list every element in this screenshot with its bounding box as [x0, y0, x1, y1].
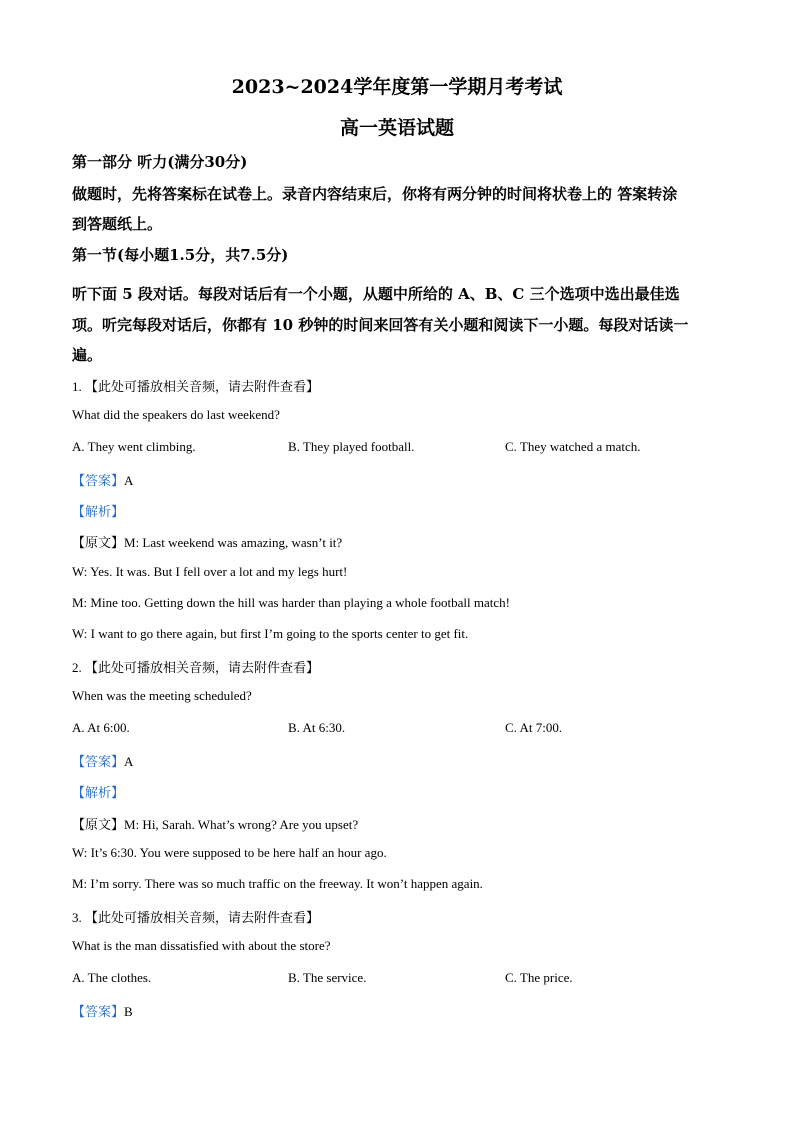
section-instruction-line-3: 遍。 — [72, 346, 103, 364]
answer-line — [72, 470, 133, 489]
section-heading: 第一节(每小题1.5分，共7.5分) — [72, 246, 289, 264]
answer-tag: 【答案】 — [72, 754, 125, 769]
option-b: B. The service. — [288, 970, 367, 985]
transcript-line: W: I want to go there again, but first I’m going to the sports center to get fit. — [72, 626, 469, 641]
instruction-line-2: 到答题纸上。 — [72, 215, 163, 233]
analysis-tag: 【解析】 — [72, 504, 125, 519]
section-instruction-line-2: 项。听完每段对话后，你都有 10 秒钟的时间来回答有关小题和阅读下一小题。每段对话读一 — [72, 316, 689, 334]
answer-value: A — [124, 473, 134, 488]
analysis-tag: 【解析】 — [72, 785, 125, 800]
answer-tag: 【答案】 — [72, 1004, 125, 1019]
option-c: C. The price. — [505, 970, 573, 985]
answer-line — [72, 751, 133, 770]
transcript-line — [72, 814, 358, 833]
transcript-text: M: Last weekend was amazing, wasn’t it? — [124, 535, 343, 550]
answer-line — [72, 1001, 133, 1020]
question-header: 1. 【此处可播放相关音频，请去附件查看】 — [72, 379, 320, 394]
question-stem: What is the man dissatisfied with about the store? — [72, 938, 331, 953]
option-b: B. At 6:30. — [288, 720, 346, 735]
original-tag: 【原文】 — [72, 535, 125, 550]
option-c: C. They watched a match. — [505, 439, 641, 454]
transcript-line — [72, 532, 342, 551]
instruction-line-1: 做题时，先将答案标在试卷上。录音内容结束后，你将有两分钟的时间将状卷上的 答案转涂 — [72, 185, 678, 203]
option-a: A. They went climbing. — [72, 439, 196, 454]
answer-value: B — [124, 1004, 133, 1019]
option-a: A. At 6:00. — [72, 720, 130, 735]
option-c: C. At 7:00. — [505, 720, 563, 735]
transcript-line: M: Mine too. Getting down the hill was harder than playing a whole football match! — [72, 595, 510, 610]
transcript-line: W: Yes. It was. But I fell over a lot and my legs hurt! — [72, 564, 348, 579]
section-instruction-line-1: 听下面 5 段对话。每段对话后有一个小题，从题中所给的 A、B、C 三个选项中选出最佳选 — [72, 285, 680, 303]
analysis-line — [72, 501, 124, 520]
question-stem: What did the speakers do last weekend? — [72, 407, 280, 422]
original-tag: 【原文】 — [72, 817, 125, 832]
analysis-line — [72, 782, 124, 801]
question-stem: When was the meeting scheduled? — [72, 688, 252, 703]
transcript-line: W: It’s 6:30. You were supposed to be here half an hour ago. — [72, 845, 387, 860]
option-a: A. The clothes. — [72, 970, 152, 985]
option-b: B. They played football. — [288, 439, 415, 454]
question-header: 2. 【此处可播放相关音频，请去附件查看】 — [72, 660, 320, 675]
exam-title: 2023~2024学年度第一学期月考考试 — [231, 76, 563, 98]
transcript-text: M: Hi, Sarah. What’s wrong? Are you upset? — [124, 817, 359, 832]
exam-subtitle: 高一英语试题 — [339, 117, 454, 139]
answer-tag: 【答案】 — [72, 473, 125, 488]
answer-value: A — [124, 754, 134, 769]
transcript-line: M: I’m sorry. There was so much traffic on the freeway. It won’t happen again. — [72, 876, 483, 891]
question-header: 3. 【此处可播放相关音频，请去附件查看】 — [72, 910, 320, 925]
part-heading: 第一部分 听力(满分30分) — [72, 153, 248, 171]
